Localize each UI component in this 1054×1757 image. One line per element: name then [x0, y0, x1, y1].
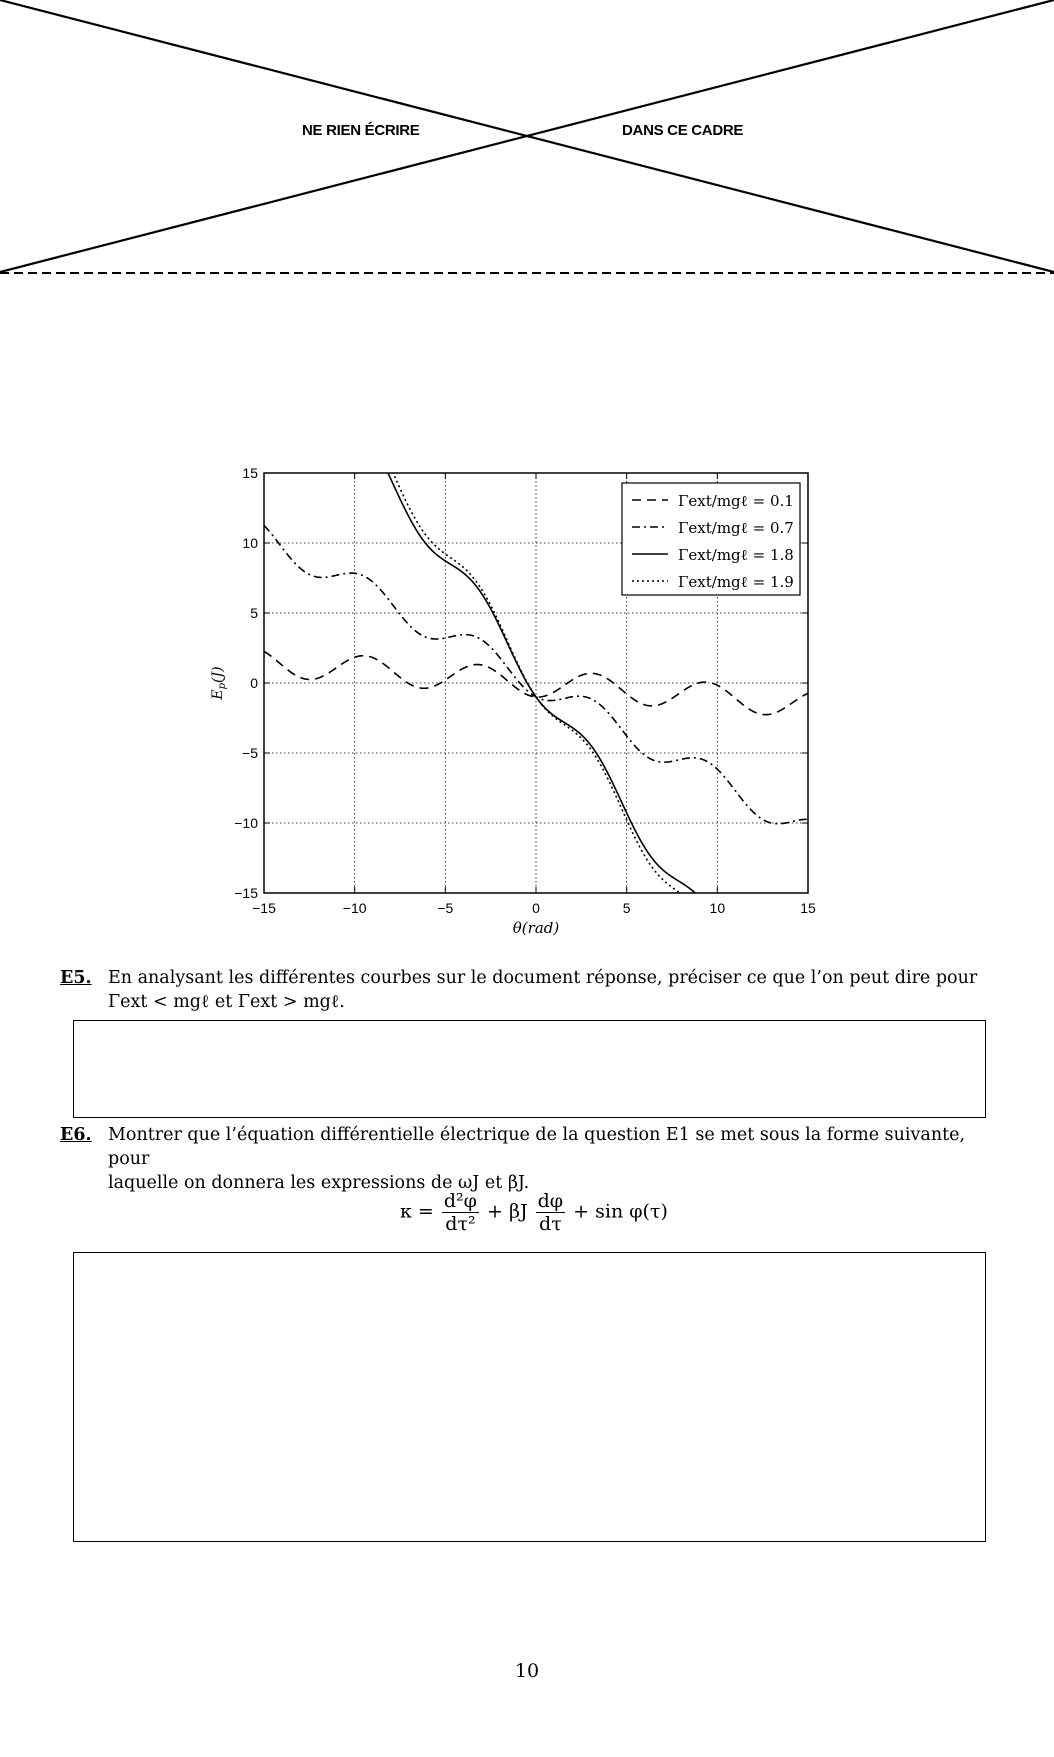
chart-x-label: θ(rad)	[512, 919, 560, 937]
x-tick-label: 5	[622, 900, 631, 916]
eq-tail: + sin φ(τ)	[573, 1200, 668, 1223]
chart-legend	[622, 483, 800, 595]
legend-label: Γext/mgℓ = 1.8	[678, 546, 794, 564]
eq-frac2-den: dτ	[539, 1213, 562, 1235]
page-number: 10	[514, 1660, 540, 1682]
y-tick-label: 15	[242, 465, 258, 481]
eq-frac1-den: dτ²	[445, 1213, 476, 1235]
x-tick-label: −15	[252, 900, 276, 916]
y-tick-label: −10	[234, 815, 258, 831]
x-tick-label: 15	[800, 900, 816, 916]
no-write-text-left: NE RIEN ÉCRIRE	[302, 122, 420, 139]
x-tick-label: 10	[709, 900, 726, 916]
chart-y-label: $E_p(J)$	[210, 666, 228, 700]
legend-label: Γext/mgℓ = 0.7	[678, 519, 794, 537]
question-label: E6.	[60, 1125, 92, 1145]
question-text-line2: Γext < mgℓ et Γext > mgℓ.	[108, 992, 345, 1012]
y-tick-label: 10	[242, 535, 258, 551]
eq-second-derivative	[442, 1190, 479, 1235]
x-tick-label: −10	[342, 900, 367, 916]
series-line	[264, 294, 808, 960]
answer-box-e6[interactable]	[73, 1252, 986, 1542]
eq-frac2-num: dφ	[537, 1190, 564, 1212]
eq-beta-term: + βJ	[487, 1200, 528, 1223]
question-label: E5.	[60, 968, 92, 988]
y-tick-label: −15	[234, 885, 258, 901]
eq-frac1-num: d²φ	[443, 1190, 477, 1212]
differential-equation	[400, 1190, 668, 1235]
x-tick-label: 0	[532, 900, 540, 916]
y-tick-label: 5	[250, 605, 258, 621]
eq-first-derivative	[536, 1190, 565, 1235]
eq-lhs: κ =	[400, 1200, 434, 1223]
legend-label: Γext/mgℓ = 1.9	[678, 573, 794, 591]
no-write-text-right: DANS CE CADRE	[622, 122, 744, 139]
question-text-line1: Montrer que l’équation différentielle électrique de la question E1 se met sous la forme suivante, pour	[108, 1125, 966, 1169]
question-text-line1: En analysant les différentes courbes sur le document réponse, préciser ce que l’on peut dire pour	[108, 968, 978, 988]
question-text-line2: laquelle on donnera les expressions de ωJ et βJ.	[108, 1173, 530, 1193]
y-tick-label: 0	[250, 675, 258, 691]
y-tick-label: −5	[242, 745, 258, 761]
x-tick-label: −5	[437, 900, 454, 916]
answer-box-e5[interactable]	[73, 1020, 986, 1118]
legend-label: Γext/mgℓ = 0.1	[678, 492, 794, 510]
